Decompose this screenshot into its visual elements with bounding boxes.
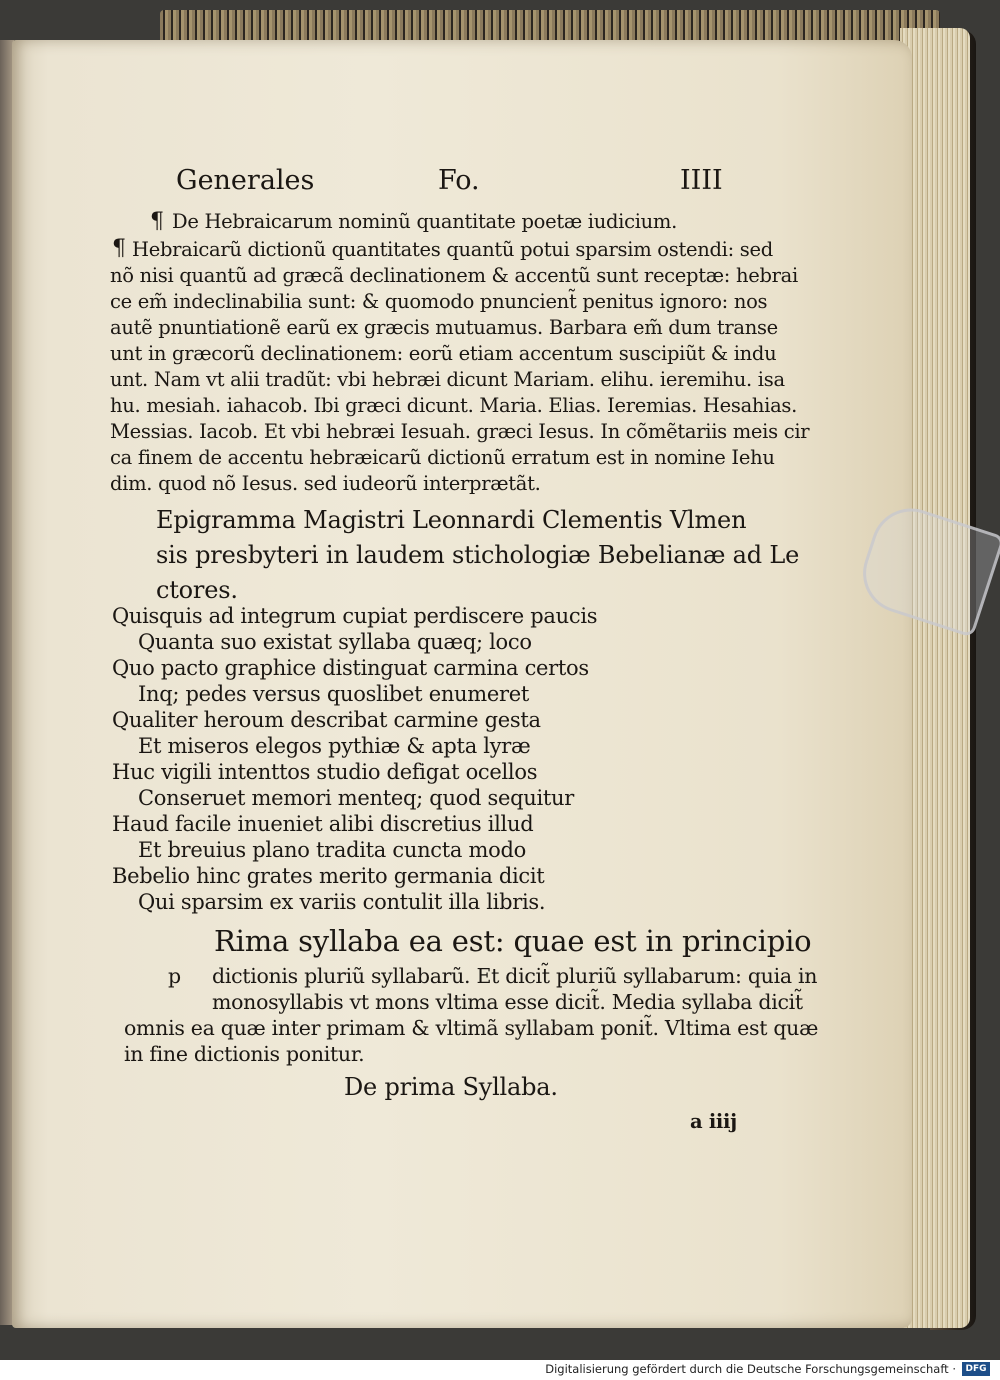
paragraph-line: unt in græcorũ declinationem: eorũ etiam accentum suscipiũt & indu <box>110 342 777 365</box>
section-title: De Hebraicarum nominũ quantitate poetæ iudicium. <box>172 210 678 233</box>
verse-line: Qualiter heroum describat carmine gesta <box>112 708 541 732</box>
prima-line: in fine dictionis ponitur. <box>124 1042 365 1066</box>
footer-credit: Digitalisierung gefördert durch die Deutsche Forschungsgemeinschaft · <box>545 1362 956 1376</box>
verse-line: Quisquis ad integrum cupiat perdiscere paucis <box>112 604 598 628</box>
paragraph-line: unt. Nam vt alii tradũt: vbi hebræi dicunt Mariam. elihu. ieremihu. isa <box>110 368 785 391</box>
verse-line: Et miseros elegos pythiæ & apta lyræ <box>138 734 531 758</box>
page-block-top-edge <box>160 10 940 44</box>
epigram-title-line: sis presbyteri in laudem stichologiæ Bebelianæ ad Le <box>156 541 800 569</box>
prima-line: monosyllabis vt mons vltima esse dicit̃. Media syllaba dicit̃ <box>212 990 803 1014</box>
verse-line: Quo pacto graphice distinguat carmina certos <box>112 656 589 680</box>
paragraph-line: autẽ pnuntiationẽ earũ ex græcis mutuamus. Barbara em̃ dum transe <box>110 316 778 339</box>
verse-line: Huc vigili intenttos studio defigat ocellos <box>112 760 538 784</box>
signature-mark: a iiij <box>690 1110 737 1133</box>
verse-line: Quanta suo existat syllaba quæq; loco <box>138 630 532 654</box>
epigram-title-line: Epigramma Magistri Leonnardi Clementis Vlmen <box>156 506 747 534</box>
header-left: Generales <box>176 165 315 196</box>
verse-line: Et breuius plano tradita cuncta modo <box>138 838 526 862</box>
header-folio: Fo. <box>438 165 480 196</box>
verse-line: Qui sparsim ex variis contulit illa libris. <box>138 890 546 914</box>
paragraph-line: Messias. Iacob. Et vbi hebræi Iesuah. græci Iesus. In cõmẽtariis meis cir <box>110 420 810 443</box>
section-heading-gothic: Rima syllaba ea est: quae est in principio <box>214 924 812 958</box>
verse-line: Bebelio hinc grates merito germania dicit <box>112 864 545 888</box>
header-folio-number: IIII <box>680 165 723 196</box>
guide-letter: p <box>168 964 181 988</box>
paragraph-line: dim. quod nõ Iesus. sed iudeorũ interprætãt. <box>110 472 541 495</box>
prima-line: dictionis pluriũ syllabarũ. Et dicit̃ pluriũ syllabarum: quia in <box>212 964 818 988</box>
paragraph-line: Hebraicarũ dictionũ quantitates quantũ potui sparsim ostendi: sed <box>132 238 773 261</box>
epigram-title-line: ctores. <box>156 576 238 604</box>
pilcrow-mark: ¶ <box>150 209 164 234</box>
verse-line: Haud facile inueniet alibi discretius illud <box>112 812 534 836</box>
subheading: De prima Syllaba. <box>344 1073 558 1101</box>
paragraph-line: ca finem de accentu hebræicarũ dictionũ erratum est in nomine Iehu <box>110 446 775 469</box>
verse-line: Inq; pedes versus quoslibet enumeret <box>138 682 530 706</box>
dfg-logo: DFG <box>962 1362 990 1376</box>
pilcrow-mark: ¶ <box>112 236 126 261</box>
paragraph-line: hu. mesiah. iahacob. Ibi græci dicunt. Maria. Elias. Ieremias. Hesahias. <box>110 394 798 417</box>
prima-line: omnis ea quæ inter primam & vltimã syllabam ponit̃. Vltima est quæ <box>124 1016 819 1040</box>
paragraph-line: nõ nisi quantũ ad græcã declinationem & accentũ sunt receptæ: hebrai <box>110 264 798 287</box>
paragraph-line: ce em̃ indeclinabilia sunt: & quomodo pnuncient̃ penitus ignoro: nos <box>110 290 768 313</box>
verse-line: Conseruet memori menteq; quod sequitur <box>138 786 575 810</box>
